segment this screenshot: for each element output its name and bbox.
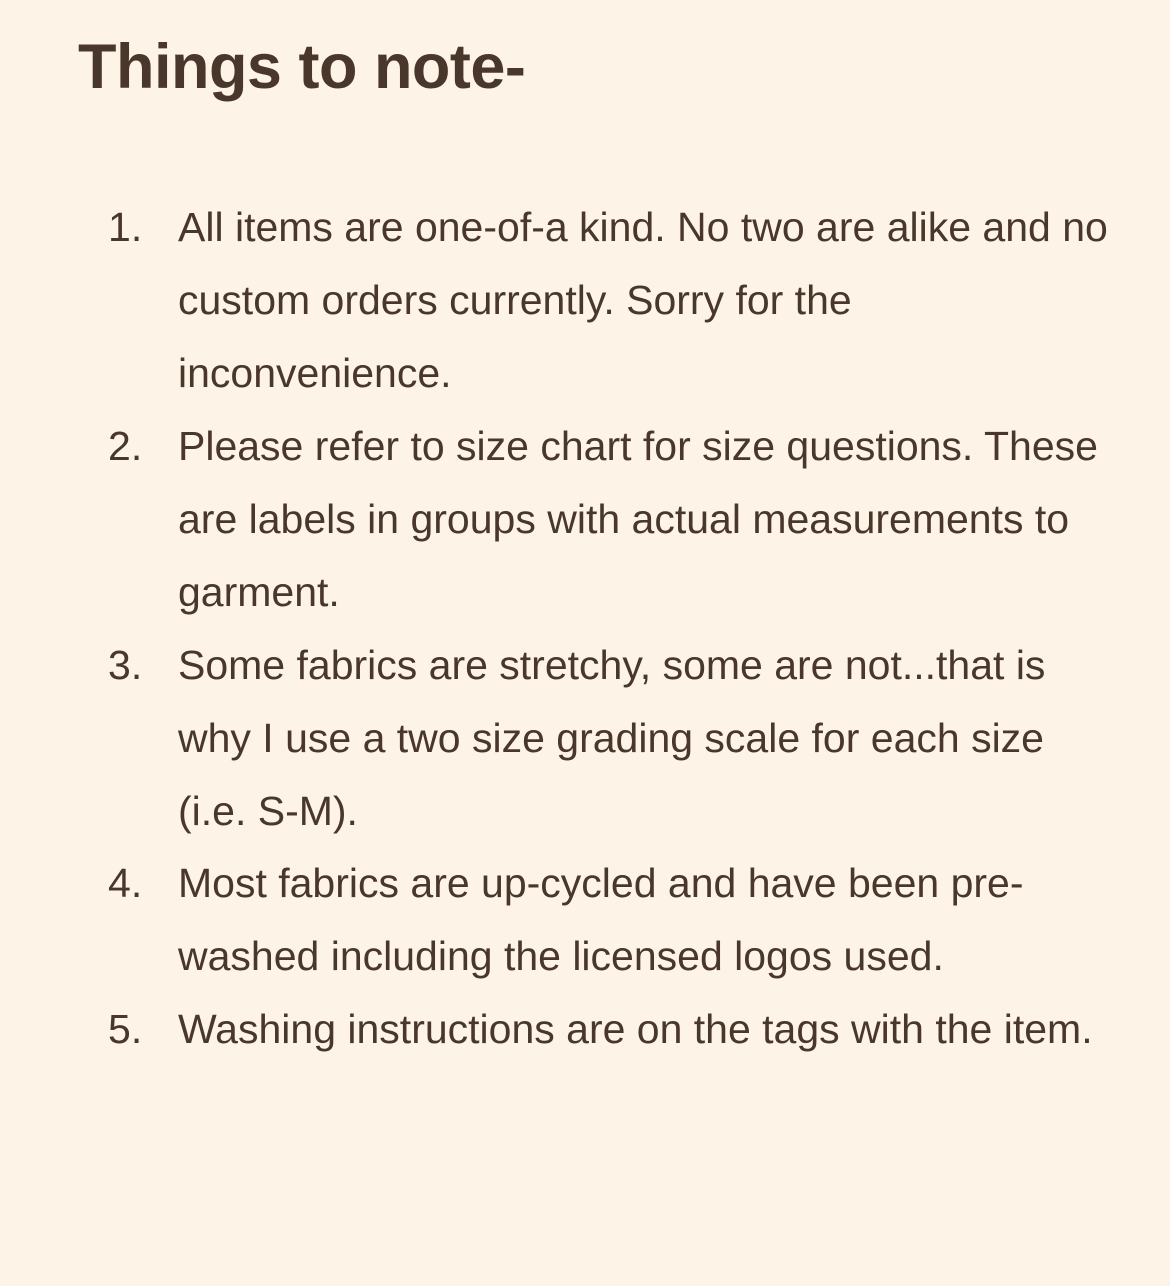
list-item: Some fabrics are stretchy, some are not...that is why I use a two size grading scale for each size (i.e. S-M). [178,641,1046,834]
list-item: All items are one-of-a kind. No two are alike and no custom orders currently. Sorry for the inconvenience. [178,203,1108,396]
notes-list [78,191,1110,1067]
list-item: Most fabrics are up-cycled and have been pre-washed including the licensed logos used. [178,860,1024,980]
list-item: Please refer to size chart for size questions. These are labels in groups with actual measurements to garment. [178,422,1098,615]
list-item: Washing instructions are on the tags with the item. [178,1006,1093,1053]
page-title: Things to note- [78,32,526,102]
